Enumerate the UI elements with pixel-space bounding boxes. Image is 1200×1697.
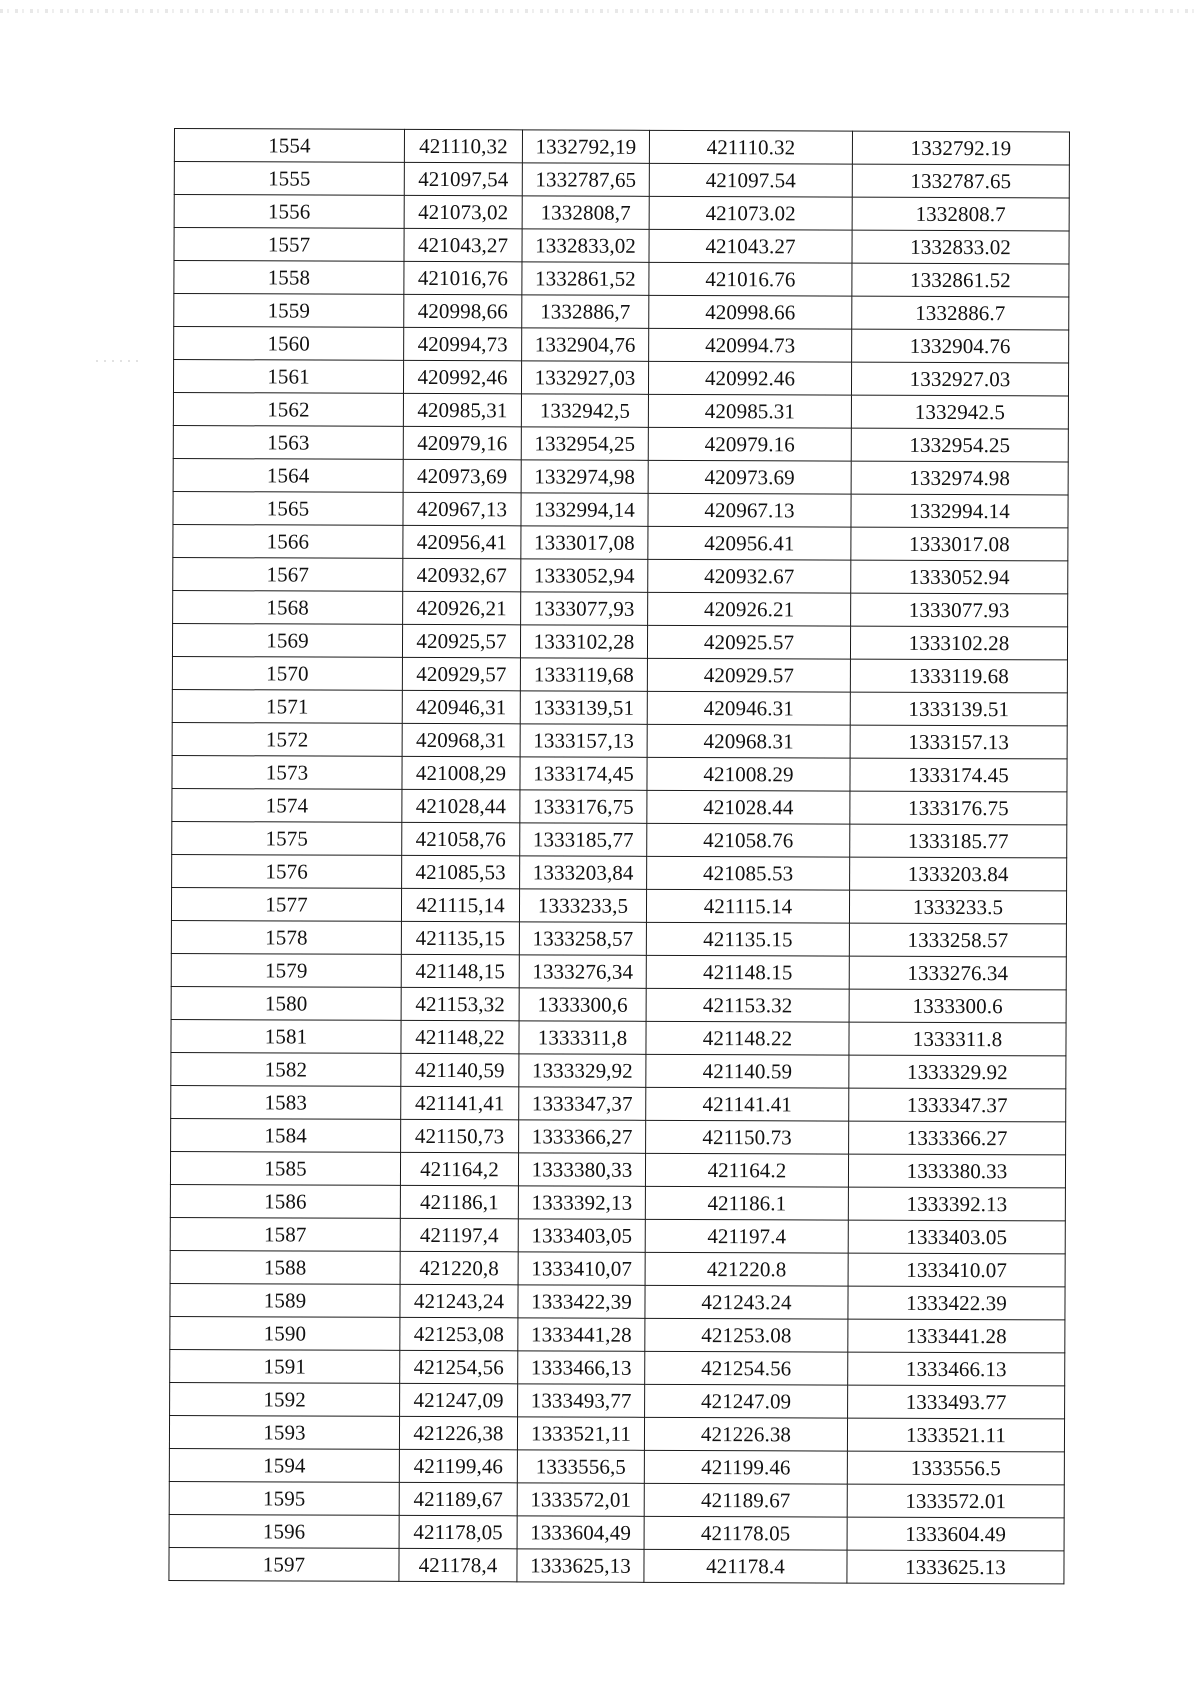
x-comma-cell: 421085,53 (402, 855, 520, 888)
y-dot-cell: 1332994.14 (851, 494, 1068, 528)
y-dot-cell: 1333185.77 (850, 824, 1067, 858)
table-row (170, 1217, 1065, 1253)
x-dot-cell: 421008.29 (647, 757, 850, 791)
table-row (174, 294, 1069, 330)
x-comma-cell: 420973,69 (403, 459, 521, 492)
y-dot-cell: 1332792.19 (852, 131, 1069, 165)
table-row (172, 722, 1067, 758)
point-number-cell: 1568 (173, 590, 403, 624)
y-dot-cell: 1333258.57 (849, 923, 1066, 957)
point-number-cell: 1558 (174, 261, 404, 295)
y-dot-cell: 1333157.13 (850, 725, 1067, 759)
point-number-cell: 1574 (172, 788, 402, 822)
table-row (169, 1448, 1064, 1484)
x-dot-cell: 421243.24 (645, 1285, 848, 1319)
x-dot-cell: 421028.44 (647, 790, 850, 824)
y-comma-cell: 1333441,28 (518, 1318, 645, 1351)
y-dot-cell: 1333052.94 (851, 560, 1068, 594)
x-comma-cell: 420946,31 (402, 690, 520, 723)
x-dot-cell: 421110.32 (649, 130, 852, 164)
point-number-cell: 1581 (171, 1019, 401, 1053)
point-number-cell: 1587 (170, 1217, 400, 1251)
x-comma-cell: 421189,67 (399, 1482, 517, 1515)
x-comma-cell: 421043,27 (404, 228, 522, 261)
x-comma-cell: 421197,4 (400, 1218, 518, 1251)
y-dot-cell: 1333329.92 (849, 1055, 1066, 1089)
y-comma-cell: 1333329,92 (519, 1054, 646, 1087)
table-row (170, 1151, 1065, 1187)
point-number-cell: 1575 (172, 821, 402, 855)
point-number-cell: 1590 (170, 1316, 400, 1350)
point-number-cell: 1560 (174, 327, 404, 361)
table-row (173, 360, 1068, 396)
x-comma-cell: 420925,57 (402, 624, 520, 657)
y-comma-cell: 1332787,65 (522, 163, 649, 196)
x-dot-cell: 420998.66 (649, 295, 852, 329)
y-dot-cell: 1332927.03 (851, 362, 1068, 396)
y-comma-cell: 1332927,03 (521, 361, 648, 394)
y-comma-cell: 1332904,76 (522, 328, 649, 361)
x-dot-cell: 421226.38 (644, 1417, 847, 1451)
x-dot-cell: 421189.67 (644, 1483, 847, 1517)
table-row (173, 425, 1068, 461)
point-number-cell: 1569 (172, 623, 402, 657)
point-number-cell: 1595 (169, 1481, 399, 1515)
y-comma-cell: 1333139,51 (520, 691, 647, 724)
table-row (171, 1052, 1066, 1088)
y-comma-cell: 1332886,7 (522, 295, 649, 328)
x-dot-cell: 420979.16 (648, 427, 851, 461)
point-number-cell: 1564 (173, 458, 403, 492)
x-comma-cell: 421058,76 (402, 822, 520, 855)
y-dot-cell: 1333203.84 (850, 857, 1067, 891)
x-dot-cell: 421016.76 (649, 262, 852, 296)
x-comma-cell: 421253,08 (400, 1317, 518, 1350)
x-dot-cell: 421140.59 (646, 1054, 849, 1088)
y-comma-cell: 1333300,6 (519, 988, 646, 1021)
y-comma-cell: 1333185,77 (520, 823, 647, 856)
table-row (173, 590, 1068, 626)
x-dot-cell: 421178.4 (644, 1549, 847, 1583)
point-number-cell: 1583 (171, 1085, 401, 1119)
x-dot-cell: 420956.41 (648, 526, 851, 560)
point-number-cell: 1579 (171, 953, 401, 987)
point-number-cell: 1554 (174, 129, 404, 163)
x-comma-cell: 421150,73 (401, 1119, 519, 1152)
x-dot-cell: 420925.57 (647, 625, 850, 659)
table-row (174, 195, 1069, 231)
point-number-cell: 1578 (171, 920, 401, 954)
y-comma-cell: 1333174,45 (520, 757, 647, 790)
table-row (174, 327, 1069, 363)
point-number-cell: 1580 (171, 986, 401, 1020)
y-comma-cell: 1332833,02 (522, 229, 649, 262)
x-dot-cell: 421247.09 (645, 1384, 848, 1418)
x-comma-cell: 420956,41 (403, 525, 521, 558)
point-number-cell: 1586 (170, 1184, 400, 1218)
point-number-cell: 1562 (173, 392, 403, 426)
y-comma-cell: 1333311,8 (519, 1021, 646, 1054)
point-number-cell: 1566 (173, 524, 403, 558)
x-dot-cell: 420985.31 (648, 394, 851, 428)
table-row (173, 524, 1068, 560)
x-comma-cell: 420979,16 (403, 426, 521, 459)
y-comma-cell: 1333276,34 (519, 955, 646, 988)
point-number-cell: 1572 (172, 722, 402, 756)
x-comma-cell: 421028,44 (402, 789, 520, 822)
y-comma-cell: 1333572,01 (517, 1483, 644, 1516)
x-dot-cell: 421153.32 (646, 988, 849, 1022)
y-dot-cell: 1332861.52 (852, 263, 1069, 297)
x-dot-cell: 421186.1 (645, 1186, 848, 1220)
x-dot-cell: 421135.15 (646, 922, 849, 956)
x-dot-cell: 421197.4 (645, 1219, 848, 1253)
x-dot-cell: 421253.08 (645, 1318, 848, 1352)
x-comma-cell: 421153,32 (401, 987, 519, 1020)
y-comma-cell: 1332954,25 (521, 427, 648, 460)
y-dot-cell: 1332974.98 (851, 461, 1068, 495)
point-number-cell: 1576 (172, 854, 402, 888)
point-number-cell: 1596 (169, 1514, 399, 1548)
table-row (171, 1019, 1066, 1055)
y-dot-cell: 1333380.33 (848, 1154, 1065, 1188)
table-row (171, 920, 1066, 956)
y-comma-cell: 1333052,94 (521, 559, 648, 592)
table-row (172, 656, 1067, 692)
x-comma-cell: 420929,57 (402, 657, 520, 690)
point-number-cell: 1563 (173, 425, 403, 459)
point-number-cell: 1567 (173, 557, 403, 591)
x-comma-cell: 421247,09 (400, 1383, 518, 1416)
x-dot-cell: 421220.8 (645, 1252, 848, 1286)
y-comma-cell: 1333604,49 (517, 1516, 644, 1549)
table-row (171, 986, 1066, 1022)
table-row (171, 1085, 1066, 1121)
point-number-cell: 1565 (173, 491, 403, 525)
x-comma-cell: 421220,8 (400, 1251, 518, 1284)
table-row (169, 1514, 1064, 1550)
y-dot-cell: 1332886.7 (852, 296, 1069, 330)
y-dot-cell: 1333139.51 (850, 692, 1067, 726)
y-comma-cell: 1332808,7 (522, 196, 649, 229)
table-row (174, 261, 1069, 297)
x-comma-cell: 420926,21 (403, 591, 521, 624)
x-comma-cell: 421141,41 (401, 1086, 519, 1119)
x-comma-cell: 421226,38 (399, 1416, 517, 1449)
y-dot-cell: 1333392.13 (848, 1187, 1065, 1221)
y-dot-cell: 1333366.27 (849, 1121, 1066, 1155)
table-row (170, 1382, 1065, 1418)
x-dot-cell: 421097.54 (649, 163, 852, 197)
y-dot-cell: 1333604.49 (847, 1517, 1064, 1551)
y-comma-cell: 1333102,28 (520, 625, 647, 658)
x-dot-cell: 421199.46 (644, 1450, 847, 1484)
point-number-cell: 1597 (169, 1547, 399, 1581)
y-dot-cell: 1333521.11 (847, 1418, 1064, 1452)
y-dot-cell: 1333077.93 (851, 593, 1068, 627)
point-number-cell: 1557 (174, 228, 404, 262)
table-row (172, 689, 1067, 725)
table-row (171, 887, 1066, 923)
x-comma-cell: 421110,32 (404, 129, 522, 162)
y-comma-cell: 1333466,13 (518, 1351, 645, 1384)
table-row (170, 1184, 1065, 1220)
y-dot-cell: 1333102.28 (850, 626, 1067, 660)
x-dot-cell: 421085.53 (647, 856, 850, 890)
point-number-cell: 1561 (173, 360, 403, 394)
y-dot-cell: 1332808.7 (852, 197, 1069, 231)
table-row (173, 557, 1068, 593)
x-comma-cell: 420967,13 (403, 492, 521, 525)
x-dot-cell: 420968.31 (647, 724, 850, 758)
point-number-cell: 1584 (171, 1118, 401, 1152)
x-dot-cell: 421164.2 (645, 1153, 848, 1187)
x-comma-cell: 421254,56 (400, 1350, 518, 1383)
table-row (172, 755, 1067, 791)
y-comma-cell: 1333366,27 (519, 1120, 646, 1153)
coordinates-table-body (169, 129, 1070, 1584)
y-dot-cell: 1333410.07 (848, 1253, 1065, 1287)
table-row (172, 788, 1067, 824)
y-dot-cell: 1333174.45 (850, 758, 1067, 792)
y-comma-cell: 1333258,57 (519, 922, 646, 955)
y-comma-cell: 1333176,75 (520, 790, 647, 823)
table-row (170, 1283, 1065, 1319)
y-comma-cell: 1333521,11 (517, 1417, 644, 1450)
point-number-cell: 1559 (174, 294, 404, 328)
x-comma-cell: 421097,54 (404, 162, 522, 195)
coordinates-table (168, 128, 1070, 1584)
y-comma-cell: 1333493,77 (518, 1384, 645, 1417)
x-dot-cell: 420929.57 (647, 658, 850, 692)
table-row (172, 821, 1067, 857)
y-comma-cell: 1332994,14 (521, 493, 648, 526)
table-row (170, 1349, 1065, 1385)
table-row (173, 458, 1068, 494)
x-comma-cell: 421164,2 (400, 1152, 518, 1185)
y-dot-cell: 1332942.5 (851, 395, 1068, 429)
table-row (173, 491, 1068, 527)
table-row (174, 228, 1069, 264)
y-dot-cell: 1333300.6 (849, 989, 1066, 1023)
x-dot-cell: 420992.46 (648, 361, 851, 395)
y-comma-cell: 1333203,84 (520, 856, 647, 889)
y-dot-cell: 1333572.01 (847, 1484, 1064, 1518)
x-dot-cell: 421058.76 (647, 823, 850, 857)
x-dot-cell: 421148.15 (646, 955, 849, 989)
y-comma-cell: 1333119,68 (520, 658, 647, 691)
table-row (172, 623, 1067, 659)
x-dot-cell: 420973.69 (648, 460, 851, 494)
table-row (174, 129, 1069, 165)
x-dot-cell: 421150.73 (646, 1120, 849, 1154)
y-comma-cell: 1333017,08 (521, 526, 648, 559)
point-number-cell: 1594 (169, 1448, 399, 1482)
y-dot-cell: 1333493.77 (848, 1385, 1065, 1419)
y-comma-cell: 1332792,19 (522, 130, 649, 163)
x-comma-cell: 420998,66 (404, 294, 522, 327)
point-number-cell: 1588 (170, 1250, 400, 1284)
y-dot-cell: 1333233.5 (849, 890, 1066, 924)
table-row (170, 1316, 1065, 1352)
y-comma-cell: 1333556,5 (517, 1450, 644, 1483)
y-comma-cell: 1333157,13 (520, 724, 647, 757)
x-comma-cell: 421148,22 (401, 1020, 519, 1053)
y-comma-cell: 1333410,07 (518, 1252, 645, 1285)
table-row (172, 854, 1067, 890)
point-number-cell: 1570 (172, 656, 402, 690)
point-number-cell: 1585 (170, 1151, 400, 1185)
scan-artifact-margin (96, 360, 144, 362)
x-comma-cell: 421178,4 (399, 1548, 517, 1581)
y-dot-cell: 1333441.28 (848, 1319, 1065, 1353)
x-dot-cell: 420946.31 (647, 691, 850, 725)
x-dot-cell: 421254.56 (645, 1351, 848, 1385)
y-comma-cell: 1333077,93 (521, 592, 648, 625)
y-dot-cell: 1333017.08 (851, 527, 1068, 561)
y-comma-cell: 1333380,33 (518, 1153, 645, 1186)
y-comma-cell: 1333403,05 (518, 1219, 645, 1252)
x-comma-cell: 420985,31 (403, 393, 521, 426)
y-dot-cell: 1332954.25 (851, 428, 1068, 462)
y-comma-cell: 1333422,39 (518, 1285, 645, 1318)
x-dot-cell: 421073.02 (649, 196, 852, 230)
x-dot-cell: 421141.41 (646, 1087, 849, 1121)
table-row (169, 1415, 1064, 1451)
x-comma-cell: 420994,73 (404, 327, 522, 360)
table-row (171, 953, 1066, 989)
x-comma-cell: 421148,15 (401, 954, 519, 987)
scan-artifact-top (0, 9, 1200, 13)
point-number-cell: 1591 (170, 1349, 400, 1383)
point-number-cell: 1593 (169, 1415, 399, 1449)
table-row (173, 392, 1068, 428)
x-dot-cell: 421115.14 (646, 889, 849, 923)
y-comma-cell: 1333392,13 (518, 1186, 645, 1219)
y-comma-cell: 1332861,52 (522, 262, 649, 295)
table-row (169, 1547, 1064, 1583)
x-comma-cell: 421073,02 (404, 195, 522, 228)
point-number-cell: 1582 (171, 1052, 401, 1086)
x-dot-cell: 420967.13 (648, 493, 851, 527)
y-dot-cell: 1333625.13 (847, 1550, 1064, 1584)
y-comma-cell: 1332974,98 (521, 460, 648, 493)
x-comma-cell: 421178,05 (399, 1515, 517, 1548)
y-dot-cell: 1333176.75 (850, 791, 1067, 825)
point-number-cell: 1573 (172, 755, 402, 789)
table-row (171, 1118, 1066, 1154)
y-dot-cell: 1333311.8 (849, 1022, 1066, 1056)
table-row (169, 1481, 1064, 1517)
x-comma-cell: 421186,1 (400, 1185, 518, 1218)
x-dot-cell: 420994.73 (649, 328, 852, 362)
point-number-cell: 1556 (174, 195, 404, 229)
x-dot-cell: 421043.27 (649, 229, 852, 263)
y-dot-cell: 1332787.65 (852, 164, 1069, 198)
y-dot-cell: 1332833.02 (852, 230, 1069, 264)
y-dot-cell: 1333119.68 (850, 659, 1067, 693)
x-comma-cell: 420932,67 (403, 558, 521, 591)
y-comma-cell: 1333233,5 (519, 889, 646, 922)
y-dot-cell: 1333422.39 (848, 1286, 1065, 1320)
point-number-cell: 1592 (170, 1382, 400, 1416)
point-number-cell: 1571 (172, 689, 402, 723)
x-comma-cell: 421135,15 (401, 921, 519, 954)
x-comma-cell: 420968,31 (402, 723, 520, 756)
table-row (174, 162, 1069, 198)
x-comma-cell: 421008,29 (402, 756, 520, 789)
y-comma-cell: 1332942,5 (521, 394, 648, 427)
x-comma-cell: 421115,14 (401, 888, 519, 921)
y-dot-cell: 1333466.13 (848, 1352, 1065, 1386)
x-dot-cell: 421148.22 (646, 1021, 849, 1055)
x-comma-cell: 421140,59 (401, 1053, 519, 1086)
y-dot-cell: 1332904.76 (852, 329, 1069, 363)
y-dot-cell: 1333276.34 (849, 956, 1066, 990)
y-dot-cell: 1333556.5 (847, 1451, 1064, 1485)
y-dot-cell: 1333403.05 (848, 1220, 1065, 1254)
y-comma-cell: 1333347,37 (519, 1087, 646, 1120)
point-number-cell: 1555 (174, 162, 404, 196)
x-comma-cell: 421016,76 (404, 261, 522, 294)
x-comma-cell: 421243,24 (400, 1284, 518, 1317)
table-row (170, 1250, 1065, 1286)
x-comma-cell: 421199,46 (399, 1449, 517, 1482)
point-number-cell: 1589 (170, 1283, 400, 1317)
x-dot-cell: 420926.21 (648, 592, 851, 626)
y-dot-cell: 1333347.37 (849, 1088, 1066, 1122)
y-comma-cell: 1333625,13 (517, 1549, 644, 1582)
x-dot-cell: 420932.67 (648, 559, 851, 593)
x-comma-cell: 420992,46 (403, 360, 521, 393)
point-number-cell: 1577 (171, 887, 401, 921)
x-dot-cell: 421178.05 (644, 1516, 847, 1550)
